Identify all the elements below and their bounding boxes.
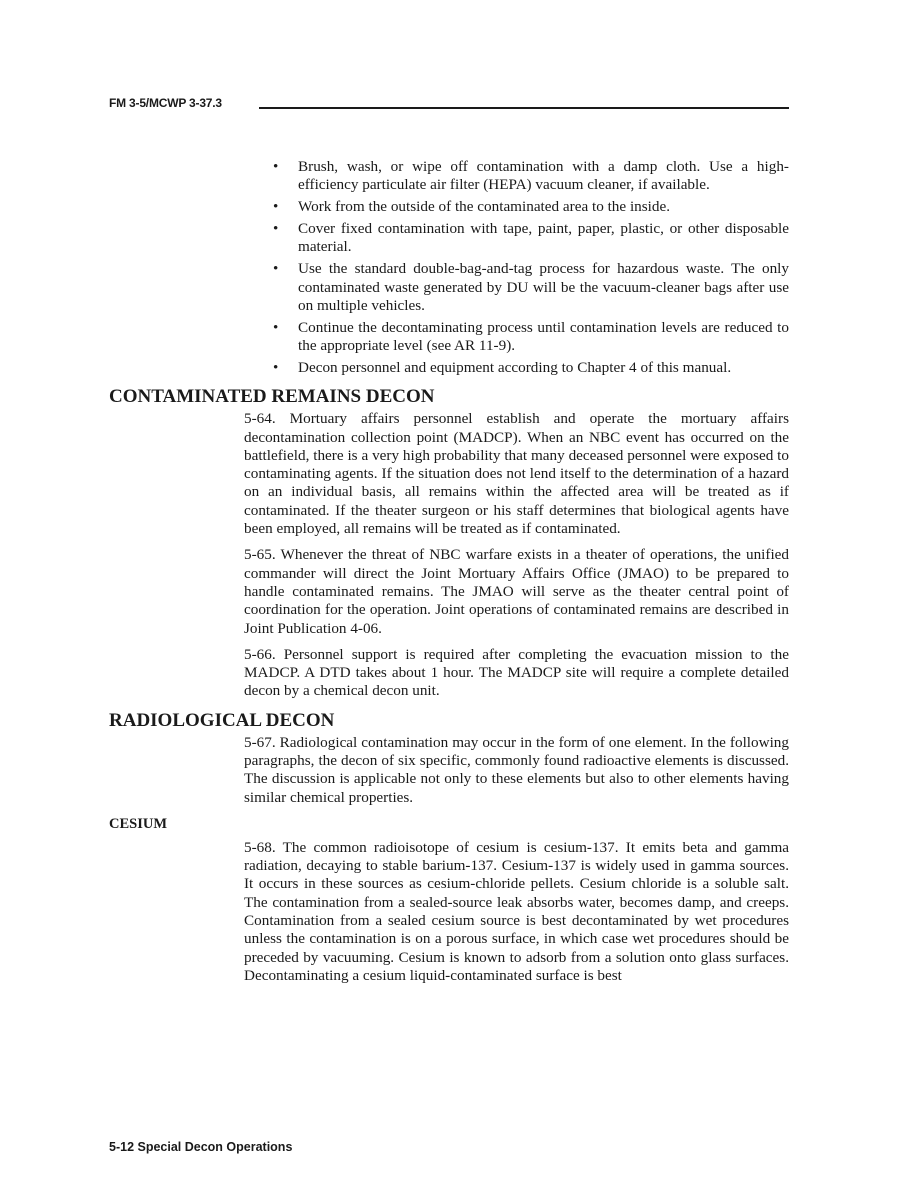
paragraph-5-68: 5-68. The common radioisotope of cesium is cesium-137. It emits beta and gamma radiation, decaying to stable barium-137. Cesium-137 is widely used in gamma sources. It occurs in these sources as cesium-chloride pellets. Cesium chloride is a soluble salt. The contamination from a sealed-source leak absorbs water, becomes damp, and creeps. Contamination from a sealed cesium source is best decontaminated by wet procedures unless the contamination is on a porous surface, in which case wet procedures should be preceded by vacuuming. Cesium is known to adsorb from a solution onto glass surfaces. Decontaminating a cesium liquid-contaminated surface is best (244, 838, 789, 984)
bullet-item (273, 198, 789, 216)
bullet-item (273, 158, 789, 195)
running-header (109, 96, 789, 112)
bullet-text: Cover fixed contamination with tape, paint, paper, plastic, or other disposable material. (298, 220, 789, 256)
bullet-icon: • (273, 318, 279, 336)
bullet-text: Continue the decontaminating process until contamination levels are reduced to the appropriate level (see AR 11-9). (298, 318, 789, 355)
paragraph-5-66: 5-66. Personnel support is required after completing the evacuation mission to the MADCP. A DTD takes about 1 hour. The MADCP site will require a complete detailed decon by a chemical decon unit. (244, 645, 789, 700)
bullet-icon: • (273, 158, 279, 175)
bullet-text: Brush, wash, or wipe off contamination with a damp cloth. Use a high-efficiency particulate air filter (HEPA) vacuum cleaner, if available. (298, 158, 789, 194)
paragraph-5-64: 5-64. Mortuary affairs personnel establish and operate the mortuary affairs decontamination collection point (MADCP). When an NBC event has occurred on the battlefield, there is a very high probability that many deceased personnel were exposed to contaminating agents. If the situation does not lend itself to the determination of a hazard on an individual basis, all remains within the affected area will be treated as if contaminated. If the theater surgeon or his staff determines that biological agents have been employed, all remains will be treated as if contaminated. (244, 410, 789, 538)
paragraph-5-67: 5-67. Radiological contamination may occur in the form of one element. In the following paragraphs, the decon of six specific, commonly found radioactive elements is discussed. The discussion is applicable not only to these elements but also to other elements having similar chemical properties. (244, 733, 789, 806)
bullet-text: Decon personnel and equipment according to Chapter 4 of this manual. (298, 358, 732, 376)
bullet-icon: • (273, 260, 279, 278)
bullet-item (273, 358, 789, 377)
paragraph-5-65: 5-65. Whenever the threat of NBC warfare exists in a theater of operations, the unified commander will direct the Joint Mortuary Affairs Office (JMAO) to be prepared to handle contaminated remains. The JMAO will serve as the theater central point of coordination for the operation. Joint operations of contaminated remains are described in Joint Publication 4-06. (244, 546, 789, 637)
header-rule (259, 107, 789, 109)
bullet-item (273, 260, 789, 315)
subsection-heading-cesium: CESIUM (109, 815, 168, 832)
section-heading-radiological: RADIOLOGICAL DECON (109, 709, 335, 731)
bullet-text: Work from the outside of the contaminated area to the inside. (298, 198, 671, 216)
bullet-icon: • (273, 358, 279, 376)
page-footer: 5-12 Special Decon Operations (109, 1140, 293, 1154)
procedure-bullet-list (109, 158, 789, 377)
page-body (109, 158, 789, 985)
bullet-icon: • (273, 198, 279, 216)
bullet-icon: • (273, 220, 279, 238)
bullet-item (273, 220, 789, 257)
document-id: FM 3-5/MCWP 3-37.3 (109, 96, 222, 110)
section-heading-remains: CONTAMINATED REMAINS DECON (109, 386, 435, 408)
bullet-item (273, 318, 789, 356)
bullet-text: Use the standard double-bag-and-tag process for hazardous waste. The only contaminated waste generated by DU will be the vacuum-cleaner bags after use on multiple vehicles. (298, 260, 789, 314)
